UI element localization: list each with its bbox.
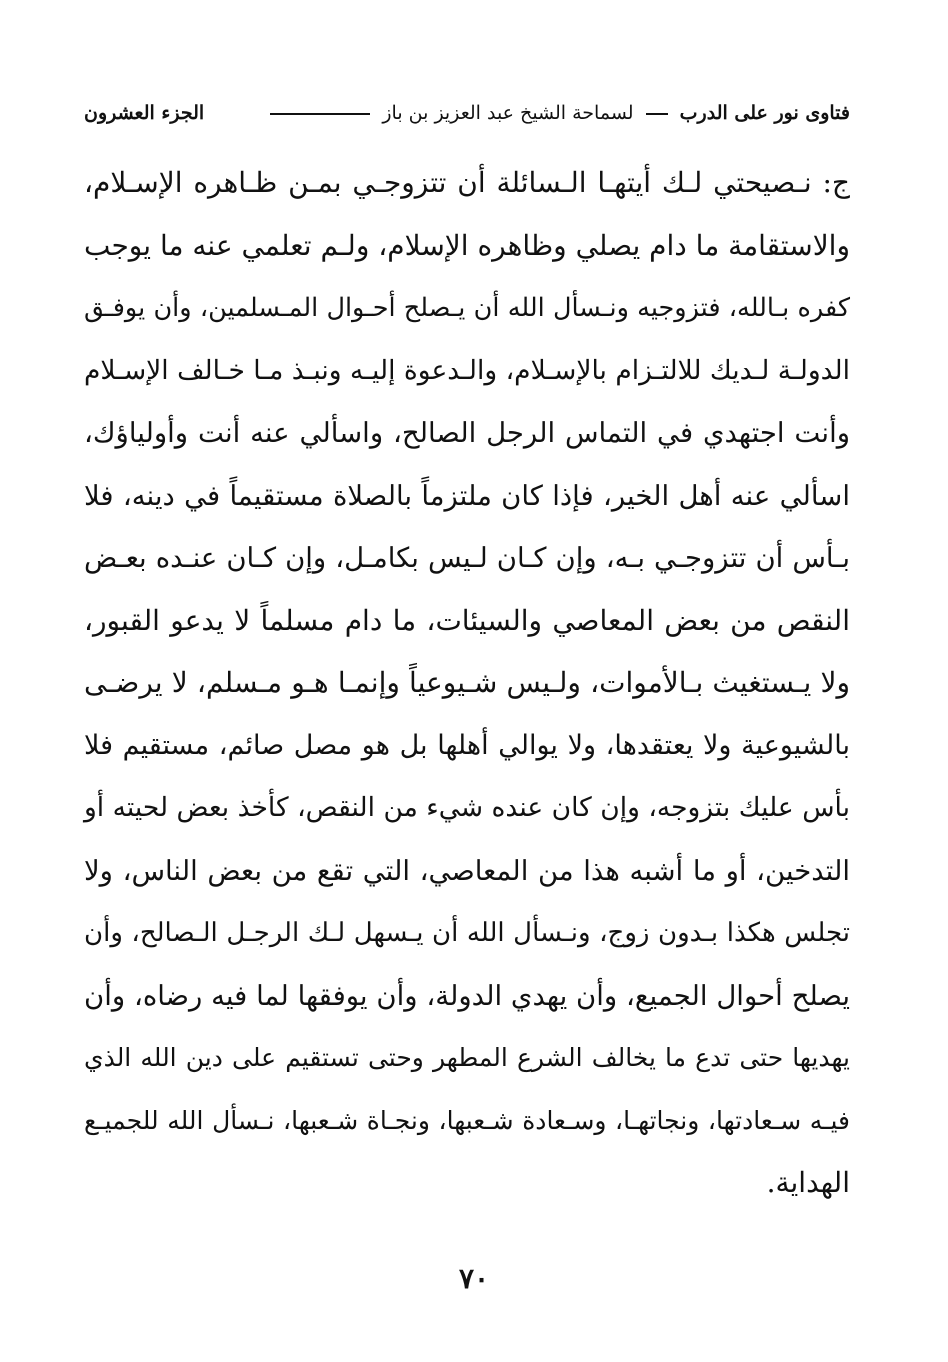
text-line: اسألي عنه أهل الخير، فإذا كان ملتزماً بالصلاة مستقيماً في دينه، فلا	[84, 479, 850, 512]
text-line-last: الهداية.	[766, 1166, 850, 1199]
text-line: ج: نـصيحتي لـك أيتهـا الـسائلة أن تتزوجـي بمـن ظـاهره الإسـلام،	[84, 166, 850, 199]
text-line: وأنت اجتهدي في التماس الرجل الصالح، واسألي عنه أنت وأولياؤك،	[84, 417, 850, 449]
text-line: يهديها حتى تدع ما يخالف الشرع المطهر وحتى تستقيم على دين الله الذي	[84, 1043, 850, 1072]
text-line: فيـه سـعادتها، ونجاتهـا، وسـعادة شـعبها، ونجـاة شـعبها، نـسأل الله للجميـع	[84, 1105, 850, 1135]
running-header	[84, 96, 850, 130]
text-line: النقص من بعض المعاصي والسيئات، ما دام مسلماً لا يدعو القبور،	[84, 603, 850, 637]
text-line: والاستقامة ما دام يصلي وظاهره الإسلام، ولـم تعلمي عنه ما يوجب	[84, 228, 850, 262]
fatwa-answer-text	[84, 152, 850, 1215]
book-title: فتاوى نور على الدرب	[679, 102, 850, 124]
text-line: بـأس أن تتزوجـي بـه، وإن كـان لـيس بكامـل، وإن كـان عنـده بعـض	[84, 542, 850, 574]
text-line: يصلح أحوال الجميع، وأن يهدي الدولة، وأن يوفقها لما فيه رضاه، وأن	[84, 979, 850, 1012]
page-number: ٧٠	[458, 1262, 490, 1295]
header-left-group	[264, 102, 850, 124]
header-dash-short	[646, 113, 668, 115]
text-line: كفره بـالله، فتزوجيه ونـسأل الله أن يـصلح أحـوال المـسلمين، وأن يوفـق	[84, 293, 850, 323]
author-name: لسماحة الشيخ عبد العزيز بن باز	[382, 102, 634, 124]
text-line: الدولـة لـديك للالتـزام بالإسـلام، والـدعوة إليـه ونبـذ مـا خـالف الإسـلام	[84, 354, 850, 386]
text-line: التدخين، أو ما أشبه هذا من المعاصي، التي تقع من بعض الناس، ولا	[84, 854, 850, 887]
part-label: الجزء العشرون	[84, 102, 205, 124]
header-dash-long	[270, 113, 370, 115]
text-line: ولا يـستغيث بـالأموات، ولـيس شـيوعياً وإنمـا هـو مـسلم، لا يرضـى	[84, 666, 850, 699]
text-line: بأس عليك بتزوجه، وإن كان عنده شيء من النقص، كأخذ بعض لحيته أو	[84, 792, 850, 823]
text-line: تجلس هكذا بـدون زوج، ونـسأل الله أن يـسهل لـك الرجـل الـصالح، وأن	[84, 918, 850, 948]
text-line: بالشيوعية ولا يعتقدها، ولا يوالي أهلها بل هو مصل صائم، مستقيم فلا	[84, 729, 850, 761]
